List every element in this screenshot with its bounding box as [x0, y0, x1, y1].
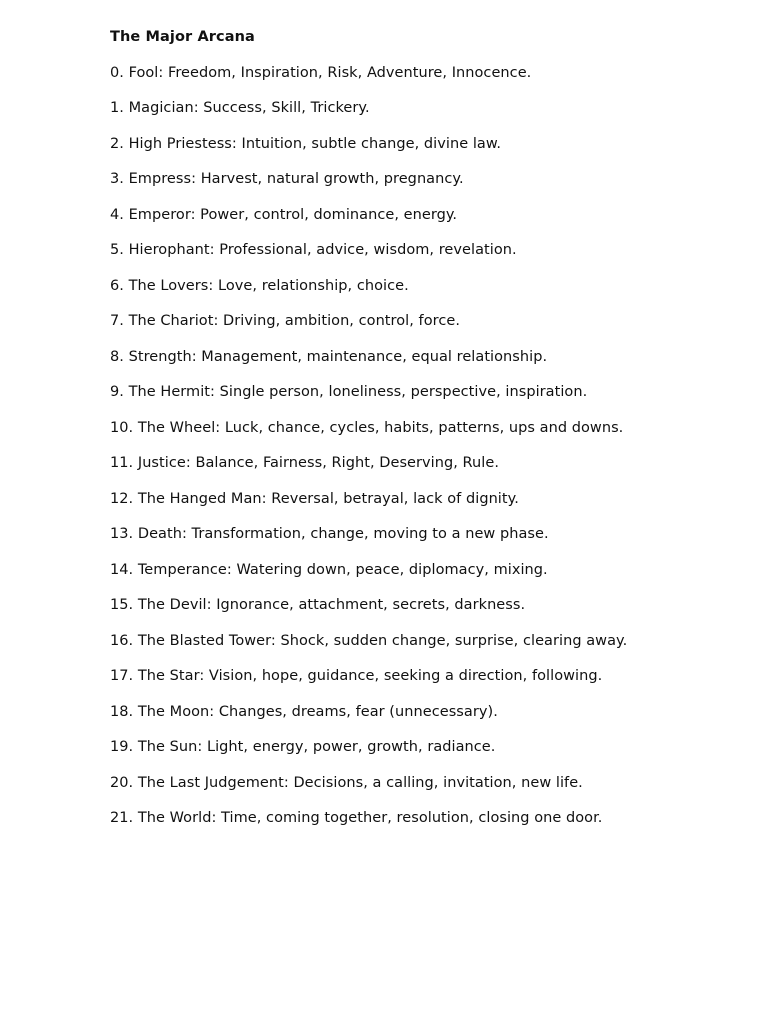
arcana-list [110, 63, 750, 829]
arcana-entry-10: 10. The Wheel: Luck, chance, cycles, habits, patterns, ups and downs. [110, 419, 624, 436]
arcana-entry-19: 19. The Sun: Light, energy, power, growth, radiance. [110, 739, 496, 755]
arcana-entry-21: 21. The World: Time, coming together, resolution, closing one door. [110, 810, 603, 826]
arcana-entry-5: 5. Hierophant: Professional, advice, wisdom, revelation. [110, 242, 517, 258]
arcana-entry-11: 11. Justice: Balance, Fairness, Right, Deserving, Rule. [110, 455, 499, 471]
arcana-entry-8: 8. Strength: Management, maintenance, equal relationship. [110, 348, 548, 365]
arcana-entry-12: 12. The Hanged Man: Reversal, betrayal, lack of dignity. [110, 490, 519, 507]
arcana-entry-4: 4. Emperor: Power, control, dominance, energy. [110, 206, 458, 223]
arcana-entry-14: 14. Temperance: Watering down, peace, diplomacy, mixing. [110, 561, 548, 578]
arcana-entry-0: 0. Fool: Freedom, Inspiration, Risk, Adventure, Innocence. [110, 64, 532, 81]
arcana-entry-2: 2. High Priestess: Intuition, subtle change, divine law. [110, 135, 502, 152]
arcana-entry-18: 18. The Moon: Changes, dreams, fear (unnecessary). [110, 703, 498, 720]
arcana-entry-7: 7. The Chariot: Driving, ambition, control, force. [110, 313, 460, 329]
arcana-entry-15: 15. The Devil: Ignorance, attachment, secrets, darkness. [110, 597, 526, 613]
arcana-entry-9: 9. The Hermit: Single person, loneliness, perspective, inspiration. [110, 384, 588, 400]
arcana-entry-1: 1. Magician: Success, Skill, Trickery. [110, 100, 370, 116]
document-title: The Major Arcana [110, 29, 255, 45]
arcana-entry-16: 16. The Blasted Tower: Shock, sudden change, surprise, clearing away. [110, 632, 628, 649]
arcana-entry-17: 17. The Star: Vision, hope, guidance, seeking a direction, following. [110, 668, 603, 684]
arcana-entry-13: 13. Death: Transformation, change, moving to a new phase. [110, 526, 549, 542]
arcana-entry-20: 20. The Last Judgement: Decisions, a calling, invitation, new life. [110, 774, 583, 791]
arcana-entry-6: 6. The Lovers: Love, relationship, choice. [110, 277, 409, 294]
arcana-entry-3: 3. Empress: Harvest, natural growth, pregnancy. [110, 171, 464, 187]
document-page [110, 27, 750, 844]
